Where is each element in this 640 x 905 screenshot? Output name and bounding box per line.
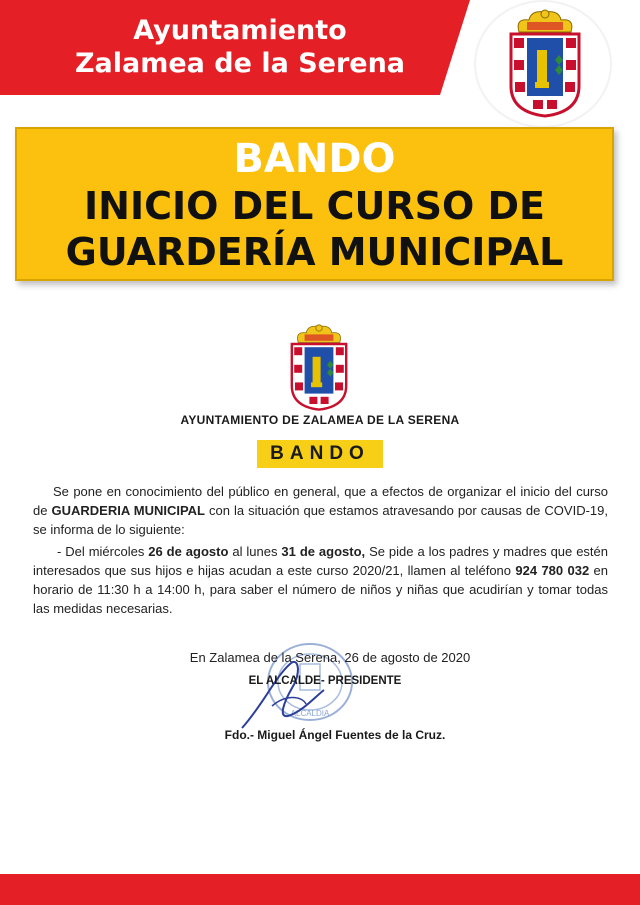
header-line-1: Ayuntamiento <box>133 15 347 46</box>
coat-of-arms-icon <box>505 8 585 120</box>
paragraph-details-part-3: Se pide a los padres y madres que estén interesados que sus hijos e hijas acudan a este curso 2020/21, llamen al teléfono <box>33 544 609 578</box>
phone-number: 924 780 032 <box>515 563 590 578</box>
header-title <box>60 14 420 80</box>
banner-title-line-2: GUARDERÍA MUNICIPAL <box>65 230 564 274</box>
signatory-name: Fdo.- Miguel Ángel Fuentes de la Cruz. <box>224 728 446 742</box>
signatory-title: EL ALCALDE- PRESIDENTE <box>248 675 402 687</box>
document-coat-of-arms-icon <box>287 322 351 414</box>
paragraph-intro <box>33 482 608 539</box>
paragraph-intro-part-2: con la situación que estamos atravesando por causas de COVID-19, se informa de lo siguiente: <box>33 503 608 537</box>
paragraph-details-part-2: al lunes <box>228 544 282 559</box>
header <box>0 0 640 95</box>
guarderia-municipal-bold: GUARDERIA MUNICIPAL <box>51 503 205 518</box>
organization-name: AYUNTAMIENTO DE ZALAMEA DE LA SERENA <box>180 413 460 427</box>
end-date: 31 de agosto, <box>281 544 366 559</box>
paragraph-details <box>33 542 608 618</box>
banner-bando: BANDO <box>233 136 396 182</box>
header-line-2: Zalamea de la Serena <box>74 48 406 79</box>
stamp-text: ALCALDIA <box>290 709 330 718</box>
banner-title-line-1: INICIO DEL CURSO DE <box>84 184 545 228</box>
title-banner <box>15 127 614 281</box>
start-date: 26 de agosto <box>148 544 229 559</box>
paragraph-details-part-4: en horario de 11:30 h a 14:00 h, para saber el número de niños y niñas que acudirían y tomar todas las medidas necesarias. <box>33 563 609 616</box>
bando-label: BANDO <box>257 440 383 468</box>
date-line: En Zalamea de la Serena, 26 de agosto de 2020 <box>189 650 471 665</box>
footer-red-band <box>0 874 640 905</box>
paragraph-intro-part-1: Se pone en conocimiento del público en general, que a efectos de organizar el inicio del curso de <box>33 484 608 518</box>
paragraph-details-part-1: - Del miércoles <box>57 544 149 559</box>
